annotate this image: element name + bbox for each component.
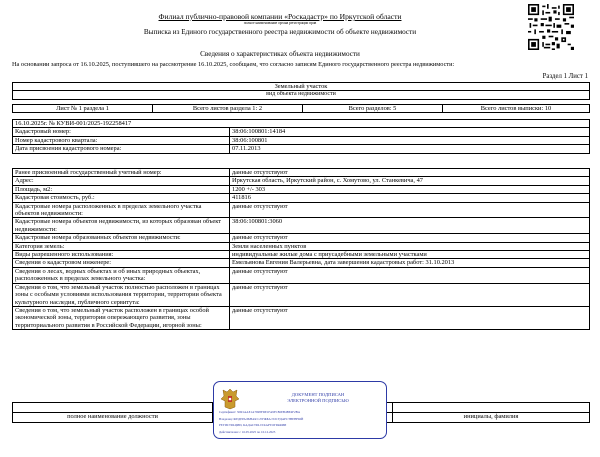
property-label: Площадь, м2: — [13, 185, 230, 193]
cadastral-details-table — [12, 119, 590, 154]
sheets-total: Всего листов выписки: 10 — [443, 105, 590, 113]
table-row — [13, 194, 590, 202]
coat-of-arms-icon — [220, 387, 240, 411]
table-row — [13, 128, 590, 136]
table-row — [13, 120, 590, 128]
organization-caption: полное наименование органа регистрации прав — [243, 21, 317, 25]
property-value: 1200 +/- 303 — [230, 185, 590, 193]
detail-label: Дата присвоения кадастрового номера: — [13, 145, 230, 153]
table-row — [13, 218, 590, 234]
table-row — [13, 202, 590, 218]
table-row — [13, 267, 590, 283]
property-label: Сведения о том, что земельный участок полностью расположен в границах зоны с особыми условиями использования территории, территории объекта культурного наследия, публичного сервитута: — [13, 283, 230, 306]
table-row — [13, 306, 590, 329]
basis-text: На основании запроса от 16.10.2025, поступившего на рассмотрение 16.10.2025, сообщаем, что согласно записям Единого государственного реестра недвижимости: — [12, 61, 455, 68]
detail-label: Номер кадастрового квартала: — [13, 136, 230, 144]
property-value: 38:06:100801:3060 — [230, 218, 590, 234]
property-value: Земли населенных пунктов — [230, 242, 590, 250]
table-row — [13, 242, 590, 250]
table-row — [13, 185, 590, 193]
stamp-line-1: ДОКУМЕНТ ПОДПИСАН — [291, 392, 345, 397]
object-type-table — [12, 82, 590, 100]
extract-title: Выписка из Единого государственного реестра недвижимости об объекте недвижимости — [143, 28, 417, 36]
table-row — [13, 177, 590, 185]
position-blank — [13, 403, 213, 413]
section-label: Раздел 1 Лист 1 — [542, 73, 588, 80]
name-caption: инициалы, фамилия — [393, 413, 590, 423]
sheet-row-table — [12, 104, 590, 113]
stamp-owner-2: РЕГИСТРАЦИИ, КАДАСТРА И КАРТОГРАФИИ — [219, 423, 287, 427]
sheets-in-section: Всего листов раздела 1: 2 — [153, 105, 303, 113]
sheet-number: Лист № 1 раздела 1 — [13, 105, 153, 113]
sections-total: Всего разделов: 5 — [303, 105, 443, 113]
property-value: данные отсутствуют — [230, 202, 590, 218]
table-row — [13, 136, 590, 144]
detail-label: Кадастровый номер: — [13, 128, 230, 136]
table-row — [13, 169, 590, 177]
position-caption: полное наименование должности — [13, 413, 213, 423]
property-label: Виды разрешенного использования: — [13, 251, 230, 259]
property-label: Кадастровая стоимость, руб.: — [13, 194, 230, 202]
property-label: Сведения о кадастровом инженере: — [13, 259, 230, 267]
object-type-caption: вид объекта недвижимости — [13, 91, 590, 99]
electronic-signature-stamp — [213, 381, 387, 439]
property-value: данные отсутствуют — [230, 234, 590, 242]
property-label: Кадастровые номера расположенных в пределах земельного участка объектов недвижимости: — [13, 202, 230, 218]
stamp-heading — [252, 392, 384, 404]
stamp-line-2: ЭЛЕКТРОННОЙ ПОДПИСЬЮ — [287, 397, 349, 403]
table-row — [13, 145, 590, 153]
property-label: Адрес: — [13, 177, 230, 185]
stamp-validity: Действителен: с 16.05.2025 по 10.12.2025 — [219, 430, 276, 434]
object-type: Земельный участок — [13, 83, 590, 91]
table-row — [13, 259, 590, 267]
detail-value: 38:06:100801 — [230, 136, 590, 144]
extract-number: 16.10.2025г. № КУВИ-001/2025-192258417 — [13, 120, 590, 128]
property-label: Ранее присвоенный государственный учетный номер: — [13, 169, 230, 177]
property-value: данные отсутствуют — [230, 267, 590, 283]
property-value: данные отсутствуют — [230, 169, 590, 177]
detail-value: 07.11.2013 — [230, 145, 590, 153]
table-row — [13, 234, 590, 242]
properties-table — [12, 168, 590, 330]
property-value: Емельянова Евгения Валерьевна, дата завершения кадастровых работ: 31.10.2013 — [230, 259, 590, 267]
stamp-owner: Владелец: ФЕДЕРАЛЬНАЯ СЛУЖБА ГОСУДАРСТВЕННОЙ — [219, 417, 304, 421]
property-label: Категория земель: — [13, 242, 230, 250]
property-value: индивидуальные жилые дома с приусадебными земельными участками — [230, 251, 590, 259]
property-value: данные отсутствуют — [230, 306, 590, 329]
property-value: Иркутская область, Иркутский район, с. Хомутово, ул. Станкевича, 47 — [230, 177, 590, 185]
property-value: 411816 — [230, 194, 590, 202]
property-label: Сведения о лесах, водных объектах и об иных природных объектах, расположенных в пределах земельного участка: — [13, 267, 230, 283]
name-blank — [393, 403, 590, 413]
info-title: Сведения о характеристиках объекта недвижимости — [200, 50, 360, 58]
qr-code-icon — [528, 4, 574, 50]
property-label: Кадастровые номера объектов недвижимости, из которых образован объект недвижимости: — [13, 218, 230, 234]
property-value: данные отсутствуют — [230, 283, 590, 306]
stamp-certificate: Сертификат: 3D91AAE1A7698FDE1FA9FC86EB4BE4F2BA — [219, 410, 301, 414]
detail-value: 38:06:100801:14184 — [230, 128, 590, 136]
table-row — [13, 251, 590, 259]
organization-name: Филиал публично-правовой компании «Роскадастр» по Иркутской области — [158, 12, 402, 21]
table-row — [13, 283, 590, 306]
property-label: Сведения о том, что земельный участок расположен в границах особой экономической зоны, территории опережающего развития, зоны территориального развития в Российской Федерации, игорной зоны: — [13, 306, 230, 329]
property-label: Кадастровые номера образованных объектов недвижимости: — [13, 234, 230, 242]
